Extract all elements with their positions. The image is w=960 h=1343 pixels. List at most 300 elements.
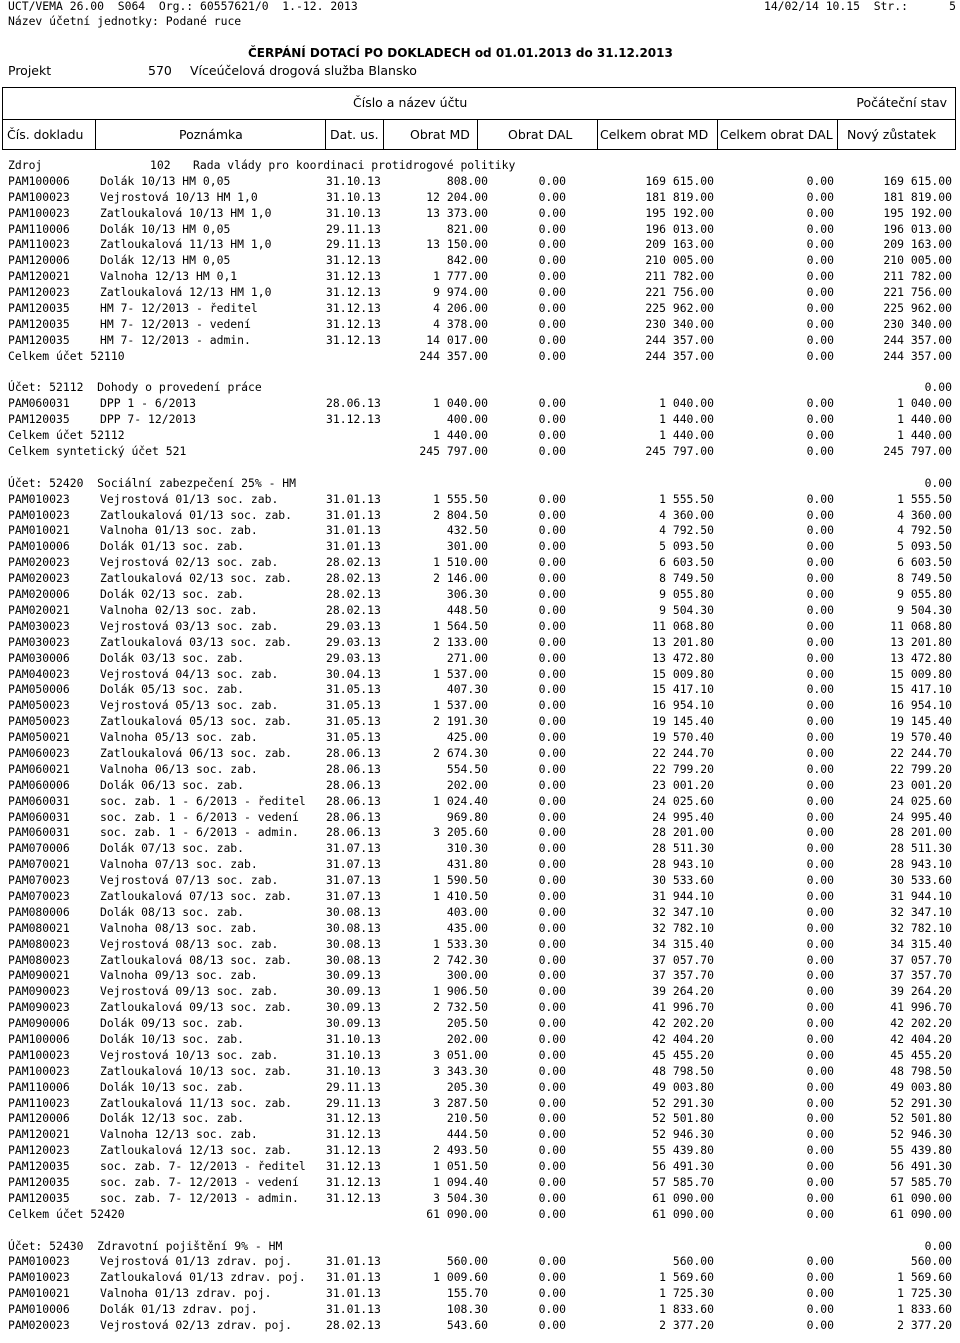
note: Zatloukalová 02/13 soc. zab. bbox=[100, 571, 293, 586]
posting-date: 31.01.13 bbox=[326, 1302, 381, 1317]
ledger-row bbox=[0, 603, 960, 619]
ledger-row bbox=[0, 1143, 960, 1159]
note: Valnoha 01/13 soc. zab. bbox=[100, 523, 258, 538]
new-balance: 28 943.10 bbox=[890, 857, 952, 872]
col-header-total-md: Celkem obrat MD bbox=[600, 127, 709, 142]
total-dal: 0.00 bbox=[806, 841, 834, 856]
note: Zatloukalová 10/13 HM 1,0 bbox=[100, 205, 272, 220]
new-balance: 45 455.20 bbox=[890, 1047, 952, 1062]
turnover-md: 108.30 bbox=[446, 1302, 488, 1317]
total-md: 4 792.50 bbox=[659, 523, 714, 538]
doc-number: PAM050021 bbox=[8, 730, 70, 745]
turnover-md: 1 051.50 bbox=[433, 1159, 488, 1174]
total-dal: 0.00 bbox=[806, 412, 834, 427]
posting-date: 31.12.13 bbox=[326, 1111, 381, 1126]
total-dal: 0.00 bbox=[806, 1095, 834, 1110]
ledger-row bbox=[0, 794, 960, 810]
posting-date: 28.06.13 bbox=[326, 396, 381, 411]
doc-number: PAM080021 bbox=[8, 920, 70, 935]
total-md: 42 202.20 bbox=[652, 1016, 714, 1031]
doc-number: PAM010023 bbox=[8, 1254, 70, 1269]
source-number: 102 bbox=[150, 158, 171, 172]
turnover-md: 4 206.00 bbox=[433, 301, 488, 316]
note: DPP 1 - 6/2013 bbox=[100, 396, 197, 411]
unit-name-line: Název účetní jednotky: Podané ruce bbox=[8, 14, 242, 28]
doc-number: PAM120035 bbox=[8, 412, 70, 427]
turnover-dal: 0.00 bbox=[538, 761, 566, 776]
posting-date: 31.01.13 bbox=[326, 1270, 381, 1285]
turnover-dal: 0.00 bbox=[538, 348, 566, 363]
doc-number: PAM010023 bbox=[8, 1270, 70, 1285]
total-dal: 0.00 bbox=[806, 571, 834, 586]
total-md: 49 003.80 bbox=[652, 1079, 714, 1094]
doc-number: PAM070023 bbox=[8, 873, 70, 888]
total-md: 2 377.20 bbox=[659, 1318, 714, 1333]
new-balance: 52 501.80 bbox=[890, 1111, 952, 1126]
note: Dolák 12/13 soc. zab. bbox=[100, 1111, 245, 1126]
turnover-md: 14 017.00 bbox=[426, 332, 488, 347]
turnover-dal: 0.00 bbox=[538, 888, 566, 903]
posting-date: 28.06.13 bbox=[326, 777, 381, 792]
turnover-md: 2 493.50 bbox=[433, 1143, 488, 1158]
total-row bbox=[0, 444, 960, 460]
total-md: 5 093.50 bbox=[659, 539, 714, 554]
total-dal: 0.00 bbox=[806, 269, 834, 284]
note: Vejrostová 07/13 soc. zab. bbox=[100, 873, 279, 888]
doc-number: PAM070006 bbox=[8, 841, 70, 856]
total-md: 244 357.00 bbox=[645, 348, 714, 363]
total-md: 56 491.30 bbox=[652, 1159, 714, 1174]
posting-date: 31.10.13 bbox=[326, 189, 381, 204]
turnover-dal: 0.00 bbox=[538, 1047, 566, 1062]
doc-number: PAM120021 bbox=[8, 1127, 70, 1142]
total-dal: 0.00 bbox=[806, 777, 834, 792]
turnover-md: 403.00 bbox=[446, 904, 488, 919]
new-balance: 245 797.00 bbox=[883, 444, 952, 459]
turnover-dal: 0.00 bbox=[538, 1000, 566, 1015]
turnover-md: 13 150.00 bbox=[426, 237, 488, 252]
doc-number: PAM030006 bbox=[8, 650, 70, 665]
turnover-md: 310.30 bbox=[446, 841, 488, 856]
total-dal: 0.00 bbox=[806, 650, 834, 665]
note: soc. zab. 1 - 6/2013 - admin. bbox=[100, 825, 299, 840]
new-balance: 210 005.00 bbox=[883, 253, 952, 268]
turnover-dal: 0.00 bbox=[538, 873, 566, 888]
ledger-row bbox=[0, 237, 960, 253]
total-dal: 0.00 bbox=[806, 793, 834, 808]
turnover-md: 444.50 bbox=[446, 1127, 488, 1142]
doc-number: PAM120006 bbox=[8, 253, 70, 268]
new-balance: 2 377.20 bbox=[897, 1318, 952, 1333]
ledger-row bbox=[0, 1318, 960, 1334]
turnover-dal: 0.00 bbox=[538, 730, 566, 745]
posting-date: 29.11.13 bbox=[326, 221, 381, 236]
total-md: 196 013.00 bbox=[645, 221, 714, 236]
opening-balance: 0.00 bbox=[924, 1238, 952, 1253]
turnover-dal: 0.00 bbox=[538, 396, 566, 411]
posting-date: 31.01.13 bbox=[326, 1254, 381, 1269]
doc-number: PAM120035 bbox=[8, 316, 70, 331]
turnover-md: 425.00 bbox=[446, 730, 488, 745]
doc-number: PAM060031 bbox=[8, 825, 70, 840]
doc-number: PAM120035 bbox=[8, 1159, 70, 1174]
posting-date: 31.12.13 bbox=[326, 412, 381, 427]
new-balance: 4 792.50 bbox=[897, 523, 952, 538]
col-header-md: Obrat MD bbox=[410, 127, 470, 142]
turnover-dal: 0.00 bbox=[538, 793, 566, 808]
column-separator bbox=[717, 120, 718, 149]
turnover-dal: 0.00 bbox=[538, 984, 566, 999]
ledger-row bbox=[0, 1064, 960, 1080]
posting-date: 31.12.13 bbox=[326, 316, 381, 331]
total-md: 15 009.80 bbox=[652, 666, 714, 681]
doc-number: PAM120023 bbox=[8, 285, 70, 300]
turnover-md: 400.00 bbox=[446, 412, 488, 427]
new-balance: 8 749.50 bbox=[897, 571, 952, 586]
note: Zatloukalová 11/13 soc. zab. bbox=[100, 1095, 293, 1110]
doc-number: PAM010023 bbox=[8, 507, 70, 522]
ledger-row bbox=[0, 651, 960, 667]
total-md: 61 090.00 bbox=[652, 1190, 714, 1205]
new-balance: 15 417.10 bbox=[890, 682, 952, 697]
turnover-md: 13 373.00 bbox=[426, 205, 488, 220]
note: Zatloukalová 12/13 soc. zab. bbox=[100, 1143, 293, 1158]
new-balance: 1 569.60 bbox=[897, 1270, 952, 1285]
posting-date: 31.10.13 bbox=[326, 1031, 381, 1046]
total-row bbox=[0, 428, 960, 444]
total-md: 52 291.30 bbox=[652, 1095, 714, 1110]
turnover-dal: 0.00 bbox=[538, 1302, 566, 1317]
total-dal: 0.00 bbox=[806, 682, 834, 697]
new-balance: 57 585.70 bbox=[890, 1175, 952, 1189]
ledger-row bbox=[0, 921, 960, 937]
new-balance: 209 163.00 bbox=[883, 237, 952, 252]
ledger-row bbox=[0, 873, 960, 889]
posting-date: 30.08.13 bbox=[326, 936, 381, 951]
note: Vejrostová 01/13 soc. zab. bbox=[100, 491, 279, 506]
new-balance: 1 440.00 bbox=[897, 412, 952, 427]
total-dal: 0.00 bbox=[806, 348, 834, 363]
doc-number: PAM070023 bbox=[8, 888, 70, 903]
doc-number: PAM110006 bbox=[8, 1079, 70, 1094]
total-md: 1 040.00 bbox=[659, 396, 714, 411]
turnover-md: 301.00 bbox=[446, 539, 488, 554]
doc-number: PAM120035 bbox=[8, 1190, 70, 1205]
ledger-row bbox=[0, 1127, 960, 1143]
doc-number: PAM010021 bbox=[8, 1286, 70, 1301]
total-md: 1 569.60 bbox=[659, 1270, 714, 1285]
total-md: 52 501.80 bbox=[652, 1111, 714, 1126]
total-dal: 0.00 bbox=[806, 730, 834, 745]
ledger-row bbox=[0, 1096, 960, 1112]
total-dal: 0.00 bbox=[806, 1286, 834, 1301]
total-dal: 0.00 bbox=[806, 332, 834, 347]
doc-number: PAM010006 bbox=[8, 1302, 70, 1317]
new-balance: 42 404.20 bbox=[890, 1031, 952, 1046]
doc-number: PAM050006 bbox=[8, 682, 70, 697]
total-md: 57 585.70 bbox=[652, 1175, 714, 1189]
total-md: 34 315.40 bbox=[652, 936, 714, 951]
turnover-dal: 0.00 bbox=[538, 650, 566, 665]
ledger-row bbox=[0, 492, 960, 508]
doc-number: PAM110023 bbox=[8, 237, 70, 252]
total-md: 9 055.80 bbox=[659, 587, 714, 602]
posting-date: 31.01.13 bbox=[326, 491, 381, 506]
turnover-md: 2 742.30 bbox=[433, 952, 488, 967]
turnover-md: 3 504.30 bbox=[433, 1190, 488, 1205]
ledger-row bbox=[0, 857, 960, 873]
ledger-row bbox=[0, 1191, 960, 1207]
turnover-md: 3 205.60 bbox=[433, 825, 488, 840]
ledger-row bbox=[0, 190, 960, 206]
ledger-row bbox=[0, 1254, 960, 1270]
total-dal: 0.00 bbox=[806, 1111, 834, 1126]
turnover-dal: 0.00 bbox=[538, 618, 566, 633]
posting-date: 31.12.13 bbox=[326, 253, 381, 268]
report-title: ČERPÁNÍ DOTACÍ PO DOKLADECH od 01.01.2013 do 31.12.2013 bbox=[248, 46, 673, 60]
total-dal: 0.00 bbox=[806, 920, 834, 935]
doc-number: PAM030023 bbox=[8, 634, 70, 649]
turnover-md: 448.50 bbox=[446, 602, 488, 617]
note: HM 7- 12/2013 - ředitel bbox=[100, 301, 258, 316]
turnover-md: 407.30 bbox=[446, 682, 488, 697]
turnover-md: 3 343.30 bbox=[433, 1063, 488, 1078]
posting-date: 30.09.13 bbox=[326, 1000, 381, 1015]
new-balance: 1 555.50 bbox=[897, 491, 952, 506]
turnover-md: 1 009.60 bbox=[433, 1270, 488, 1285]
note: Dolák 10/13 HM 0,05 bbox=[100, 173, 231, 188]
ledger-row bbox=[0, 269, 960, 285]
note: Zatloukalová 01/13 soc. zab. bbox=[100, 507, 293, 522]
total-dal: 0.00 bbox=[806, 1000, 834, 1015]
new-balance: 31 944.10 bbox=[890, 888, 952, 903]
total-md: 6 603.50 bbox=[659, 555, 714, 570]
note: Dolák 10/13 HM 0,05 bbox=[100, 221, 231, 236]
ledger-row bbox=[0, 1175, 960, 1191]
turnover-dal: 0.00 bbox=[538, 634, 566, 649]
posting-date: 30.08.13 bbox=[326, 904, 381, 919]
total-md: 37 057.70 bbox=[652, 952, 714, 967]
posting-date: 29.03.13 bbox=[326, 618, 381, 633]
total-dal: 0.00 bbox=[806, 968, 834, 983]
new-balance: 1 040.00 bbox=[897, 396, 952, 411]
total-md: 23 001.20 bbox=[652, 777, 714, 792]
posting-date: 28.06.13 bbox=[326, 809, 381, 824]
total-md: 45 455.20 bbox=[652, 1047, 714, 1062]
posting-date: 28.02.13 bbox=[326, 1318, 381, 1333]
total-dal: 0.00 bbox=[806, 952, 834, 967]
total-md: 1 440.00 bbox=[659, 412, 714, 427]
new-balance: 225 962.00 bbox=[883, 301, 952, 316]
doc-number: PAM020006 bbox=[8, 587, 70, 602]
note: Dolák 06/13 soc. zab. bbox=[100, 777, 245, 792]
account-heading: Účet: 52112 Dohody o provedení práce bbox=[8, 380, 262, 395]
note: Vejrostová 02/13 zdrav. poj. bbox=[100, 1318, 293, 1333]
note: Vejrostová 01/13 zdrav. poj. bbox=[100, 1254, 293, 1269]
total-dal: 0.00 bbox=[806, 221, 834, 236]
turnover-md: 842.00 bbox=[446, 253, 488, 268]
total-md: 225 962.00 bbox=[645, 301, 714, 316]
turnover-dal: 0.00 bbox=[538, 285, 566, 300]
note: Dolák 09/13 soc. zab. bbox=[100, 1016, 245, 1031]
total-dal: 0.00 bbox=[806, 857, 834, 872]
total-dal: 0.00 bbox=[806, 888, 834, 903]
turnover-dal: 0.00 bbox=[538, 1111, 566, 1126]
total-dal: 0.00 bbox=[806, 237, 834, 252]
turnover-dal: 0.00 bbox=[538, 555, 566, 570]
total-dal: 0.00 bbox=[806, 587, 834, 602]
ledger-row bbox=[0, 698, 960, 714]
project-label: Projekt bbox=[8, 63, 52, 78]
opening-balance: 0.00 bbox=[924, 380, 952, 395]
total-md: 24 995.40 bbox=[652, 809, 714, 824]
total-md: 1 725.30 bbox=[659, 1286, 714, 1301]
new-balance: 49 003.80 bbox=[890, 1079, 952, 1094]
doc-number: PAM120006 bbox=[8, 1111, 70, 1126]
new-balance: 42 202.20 bbox=[890, 1016, 952, 1031]
total-dal: 0.00 bbox=[806, 1206, 834, 1221]
new-balance: 56 491.30 bbox=[890, 1159, 952, 1174]
turnover-md: 1 564.50 bbox=[433, 618, 488, 633]
ledger-row bbox=[0, 730, 960, 746]
total-md: 22 244.70 bbox=[652, 745, 714, 760]
note: DPP 7- 12/2013 bbox=[100, 412, 197, 427]
total-dal: 0.00 bbox=[806, 1031, 834, 1046]
new-balance: 1 833.60 bbox=[897, 1302, 952, 1317]
turnover-dal: 0.00 bbox=[538, 539, 566, 554]
total-md: 28 943.10 bbox=[652, 857, 714, 872]
turnover-md: 1 777.00 bbox=[433, 269, 488, 284]
turnover-dal: 0.00 bbox=[538, 1206, 566, 1221]
turnover-md: 271.00 bbox=[446, 650, 488, 665]
total-md: 22 799.20 bbox=[652, 761, 714, 776]
total-md: 32 782.10 bbox=[652, 920, 714, 935]
turnover-dal: 0.00 bbox=[538, 587, 566, 602]
ledger-row bbox=[0, 905, 960, 921]
ledger-row bbox=[0, 1048, 960, 1064]
posting-date: 31.01.13 bbox=[326, 523, 381, 538]
note: Valnoha 07/13 soc. zab. bbox=[100, 857, 258, 872]
turnover-md: 12 204.00 bbox=[426, 189, 488, 204]
note: Dolák 01/13 soc. zab. bbox=[100, 539, 245, 554]
ledger-row bbox=[0, 253, 960, 269]
ledger-row bbox=[0, 1000, 960, 1016]
report-date-page: 14/02/14 10.15 Str.: 5 bbox=[763, 0, 956, 13]
new-balance: 560.00 bbox=[910, 1254, 952, 1269]
turnover-dal: 0.00 bbox=[538, 714, 566, 729]
ledger-row bbox=[0, 317, 960, 333]
note: Valnoha 09/13 soc. zab. bbox=[100, 968, 258, 983]
note: Zatloukalová 07/13 soc. zab. bbox=[100, 888, 293, 903]
ledger-row bbox=[0, 667, 960, 683]
note: soc. zab. 1 - 6/2013 - vedení bbox=[100, 809, 299, 824]
ledger-row bbox=[0, 523, 960, 539]
total-dal: 0.00 bbox=[806, 1047, 834, 1062]
ledger-row bbox=[0, 714, 960, 730]
total-md: 181 819.00 bbox=[645, 189, 714, 204]
new-balance: 24 995.40 bbox=[890, 809, 952, 824]
ledger-row bbox=[0, 174, 960, 190]
turnover-dal: 0.00 bbox=[538, 253, 566, 268]
note: Dolák 08/13 soc. zab. bbox=[100, 904, 245, 919]
posting-date: 30.09.13 bbox=[326, 1016, 381, 1031]
total-label: Celkem syntetický účet 521 bbox=[8, 444, 187, 459]
posting-date: 28.02.13 bbox=[326, 555, 381, 570]
turnover-dal: 0.00 bbox=[538, 1175, 566, 1189]
turnover-dal: 0.00 bbox=[538, 1016, 566, 1031]
posting-date: 31.12.13 bbox=[326, 1190, 381, 1205]
total-md: 28 201.00 bbox=[652, 825, 714, 840]
turnover-dal: 0.00 bbox=[538, 666, 566, 681]
turnover-md: 1 537.00 bbox=[433, 698, 488, 713]
total-md: 11 068.80 bbox=[652, 618, 714, 633]
turnover-md: 1 410.50 bbox=[433, 888, 488, 903]
total-md: 1 555.50 bbox=[659, 491, 714, 506]
note: Dolák 03/13 soc. zab. bbox=[100, 650, 245, 665]
doc-number: PAM010023 bbox=[8, 491, 70, 506]
ledger-row bbox=[0, 285, 960, 301]
note: soc. zab. 7- 12/2013 - vedení bbox=[100, 1175, 299, 1189]
new-balance: 1 440.00 bbox=[897, 428, 952, 443]
total-md: 37 357.70 bbox=[652, 968, 714, 983]
turnover-dal: 0.00 bbox=[538, 1095, 566, 1110]
new-balance: 61 090.00 bbox=[890, 1206, 952, 1221]
source-label: Zdroj bbox=[8, 158, 43, 172]
note: Zatloukalová 01/13 zdrav. poj. bbox=[100, 1270, 306, 1285]
account-heading-row bbox=[0, 380, 960, 396]
col-header-doc: Čís. dokladu bbox=[7, 127, 84, 142]
turnover-md: 554.50 bbox=[446, 761, 488, 776]
total-dal: 0.00 bbox=[806, 523, 834, 538]
turnover-md: 808.00 bbox=[446, 173, 488, 188]
turnover-dal: 0.00 bbox=[538, 1190, 566, 1205]
turnover-md: 202.00 bbox=[446, 777, 488, 792]
posting-date: 30.04.13 bbox=[326, 666, 381, 681]
posting-date: 30.08.13 bbox=[326, 920, 381, 935]
turnover-md: 2 146.00 bbox=[433, 571, 488, 586]
total-md: 16 954.10 bbox=[652, 698, 714, 713]
total-dal: 0.00 bbox=[806, 1270, 834, 1285]
turnover-dal: 0.00 bbox=[538, 571, 566, 586]
new-balance: 13 472.80 bbox=[890, 650, 952, 665]
total-dal: 0.00 bbox=[806, 1175, 834, 1189]
note: Valnoha 12/13 soc. zab. bbox=[100, 1127, 258, 1142]
doc-number: PAM060006 bbox=[8, 777, 70, 792]
turnover-md: 210.50 bbox=[446, 1111, 488, 1126]
ledger-row bbox=[0, 555, 960, 571]
new-balance: 19 145.40 bbox=[890, 714, 952, 729]
turnover-dal: 0.00 bbox=[538, 682, 566, 697]
doc-number: PAM120021 bbox=[8, 269, 70, 284]
note: Zatloukalová 12/13 HM 1,0 bbox=[100, 285, 272, 300]
posting-date: 31.05.13 bbox=[326, 730, 381, 745]
ledger-row bbox=[0, 953, 960, 969]
turnover-dal: 0.00 bbox=[538, 301, 566, 316]
posting-date: 31.07.13 bbox=[326, 873, 381, 888]
turnover-md: 3 287.50 bbox=[433, 1095, 488, 1110]
new-balance: 30 533.60 bbox=[890, 873, 952, 888]
ledger-row bbox=[0, 825, 960, 841]
total-md: 13 201.80 bbox=[652, 634, 714, 649]
ledger-row bbox=[0, 301, 960, 317]
total-dal: 0.00 bbox=[806, 936, 834, 951]
total-md: 221 756.00 bbox=[645, 285, 714, 300]
posting-date: 28.06.13 bbox=[326, 761, 381, 776]
spacer-row bbox=[0, 460, 960, 476]
column-separator bbox=[383, 120, 384, 149]
total-md: 48 798.50 bbox=[652, 1063, 714, 1078]
total-dal: 0.00 bbox=[806, 301, 834, 316]
